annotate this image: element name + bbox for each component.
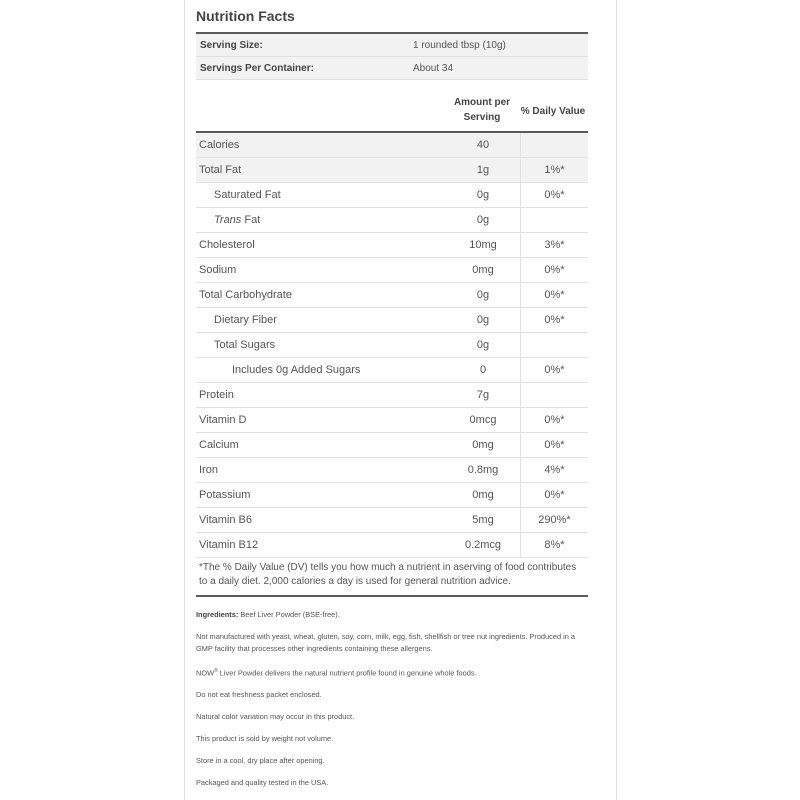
ingredients-value: Beef Liver Powder (BSE-free). [238, 610, 340, 619]
now-note [196, 665, 588, 679]
nutrient-name-text: Dietary Fiber [214, 314, 277, 326]
table-row [196, 408, 588, 433]
table-row [196, 333, 588, 358]
nutrient-name-text: Saturated Fat [214, 189, 281, 201]
nutrient-name [196, 264, 446, 276]
nutrient-name-text: Protein [199, 389, 234, 401]
nutrient-name [196, 339, 446, 351]
nutrient-amount: 10mg [446, 233, 521, 257]
table-row [196, 483, 588, 508]
nutrient-amount: 0g [446, 308, 521, 332]
nutrient-name-text: Sodium [199, 264, 237, 276]
ingredients-note [196, 609, 588, 621]
color-variation-note: Natural color variation may occur in this product. [196, 712, 355, 722]
nutrient-amount: 0g [446, 208, 521, 232]
servings-per-container-label: Servings Per Container: [200, 62, 314, 74]
nutrient-name [196, 239, 446, 251]
table-row [196, 508, 588, 533]
nutrient-amount: 0g [446, 183, 521, 207]
daily-value-footnote: *The % Daily Value (DV) tells you how much a nutrient in aserving of food contributes to a daily diet. 2,000 calories a day is used for general nutrition advice. [196, 558, 588, 597]
servings-per-container-value: About 34 [413, 62, 454, 74]
amount-header-line1: Amount per [453, 97, 511, 108]
servings-per-container-row [196, 57, 588, 80]
nutrient-name-text: Vitamin B6 [199, 514, 252, 526]
nutrient-amount: 0mg [446, 258, 521, 282]
nutrition-panel [184, 0, 617, 800]
nutrient-daily-value: 0%* [544, 439, 565, 451]
nutrient-name-text: Total Fat [199, 164, 242, 176]
table-row [196, 233, 588, 258]
nutrient-daily-value: 0%* [544, 364, 565, 376]
registered-mark: ® [214, 668, 218, 674]
nutrient-name [196, 164, 446, 176]
product-notes [196, 609, 588, 789]
nutrient-name-text: Iron [199, 464, 218, 476]
daily-value-header: % Daily Value [520, 106, 586, 117]
table-row [196, 133, 588, 158]
nutrient-daily-value: 8%* [544, 539, 565, 551]
nutrient-amount: 40 [446, 133, 521, 157]
table-header [196, 80, 588, 133]
table-row [196, 533, 588, 558]
now-note-text: Liver Powder delivers the natural nutrient profile found in genuine whole foods. [217, 668, 477, 678]
nutrient-name [196, 189, 446, 201]
nutrient-amount: 7g [446, 383, 521, 407]
nutrient-rows [196, 133, 588, 558]
table-row [196, 433, 588, 458]
nutrient-name [196, 514, 446, 526]
nutrient-daily-value: 0%* [544, 264, 565, 276]
serving-size-label: Serving Size: [200, 39, 263, 51]
nutrient-daily-value: 1%* [544, 164, 565, 176]
table-row [196, 208, 588, 233]
nutrient-name [196, 289, 446, 301]
nutrient-name [196, 139, 446, 151]
table-row [196, 383, 588, 408]
amount-header-line2: Serving [463, 112, 501, 123]
nutrient-name [196, 464, 446, 476]
packaging-note: Packaged and quality tested in the USA. [196, 778, 329, 788]
nutrient-daily-value: 0%* [544, 314, 565, 326]
amount-per-serving-header [444, 95, 520, 125]
nutrient-name-text: Total Sugars [214, 339, 276, 351]
table-row [196, 308, 588, 333]
nutrient-name [196, 414, 446, 426]
table-row [196, 458, 588, 483]
nutrient-amount: 5mg [446, 508, 521, 532]
serving-size-value: 1 rounded tbsp (10g) [413, 39, 506, 51]
now-brand: NOW [196, 668, 215, 678]
nutrient-daily-value: 0%* [544, 189, 565, 201]
table-row [196, 183, 588, 208]
serving-size-row [196, 34, 588, 57]
nutrient-name-italic: Trans [214, 214, 242, 226]
freshness-packet-note: Do not eat freshness packet enclosed. [196, 690, 322, 700]
nutrient-amount: 0mg [446, 483, 521, 507]
nutrient-name-text: Total Carbohydrate [199, 289, 292, 301]
nutrient-name [196, 439, 446, 451]
nutrient-daily-value: 0%* [544, 489, 565, 501]
storage-note: Store in a cool, dry place after opening. [196, 756, 325, 766]
nutrient-name [196, 389, 446, 401]
table-row [196, 283, 588, 308]
nutrient-amount: 0.2mcg [446, 533, 521, 557]
nutrient-name [196, 364, 446, 376]
page-title: Nutrition Facts [196, 8, 295, 24]
table-row [196, 158, 588, 183]
nutrient-name-text: Includes 0g Added Sugars [232, 364, 361, 376]
nutrient-name-text: Calories [199, 139, 240, 151]
nutrient-name-text: Fat [241, 214, 261, 226]
nutrient-amount: 0 [446, 358, 521, 382]
ingredients-label: Ingredients: [196, 610, 239, 619]
nutrient-amount: 0.8mg [446, 458, 521, 482]
nutrient-name-text: Vitamin B12 [199, 539, 259, 551]
table-row [196, 358, 588, 383]
nutrient-amount: 0mcg [446, 408, 521, 432]
nutrient-name-text: Calcium [199, 439, 239, 451]
nutrient-name-text: Vitamin D [199, 414, 247, 426]
weight-note: This product is sold by weight not volume. [196, 734, 334, 744]
nutrient-daily-value: 4%* [544, 464, 565, 476]
nutrient-name-text: Potassium [199, 489, 251, 501]
nutrient-daily-value: 0%* [544, 414, 565, 426]
nutrient-daily-value: 3%* [544, 239, 565, 251]
nutrient-name-text: Cholesterol [199, 239, 255, 251]
nutrient-amount: 0g [446, 283, 521, 307]
table-row [196, 258, 588, 283]
nutrient-daily-value: 290%* [538, 514, 571, 526]
nutrient-name [196, 214, 446, 226]
allergen-note: Not manufactured with yeast, wheat, gluten, soy, corn, milk, egg, fish, shellfish or tree nut ingredients. Produced in a GMP facility that processes other ingredients containing these allergens. [196, 632, 576, 653]
nutrition-facts-table [196, 32, 588, 799]
nutrient-name [196, 489, 446, 501]
nutrient-name [196, 314, 446, 326]
nutrient-daily-value: 0%* [544, 289, 565, 301]
nutrient-amount: 0g [446, 333, 521, 357]
nutrient-amount: 0mg [446, 433, 521, 457]
nutrient-amount: 1g [446, 158, 521, 182]
nutrient-name [196, 539, 446, 551]
